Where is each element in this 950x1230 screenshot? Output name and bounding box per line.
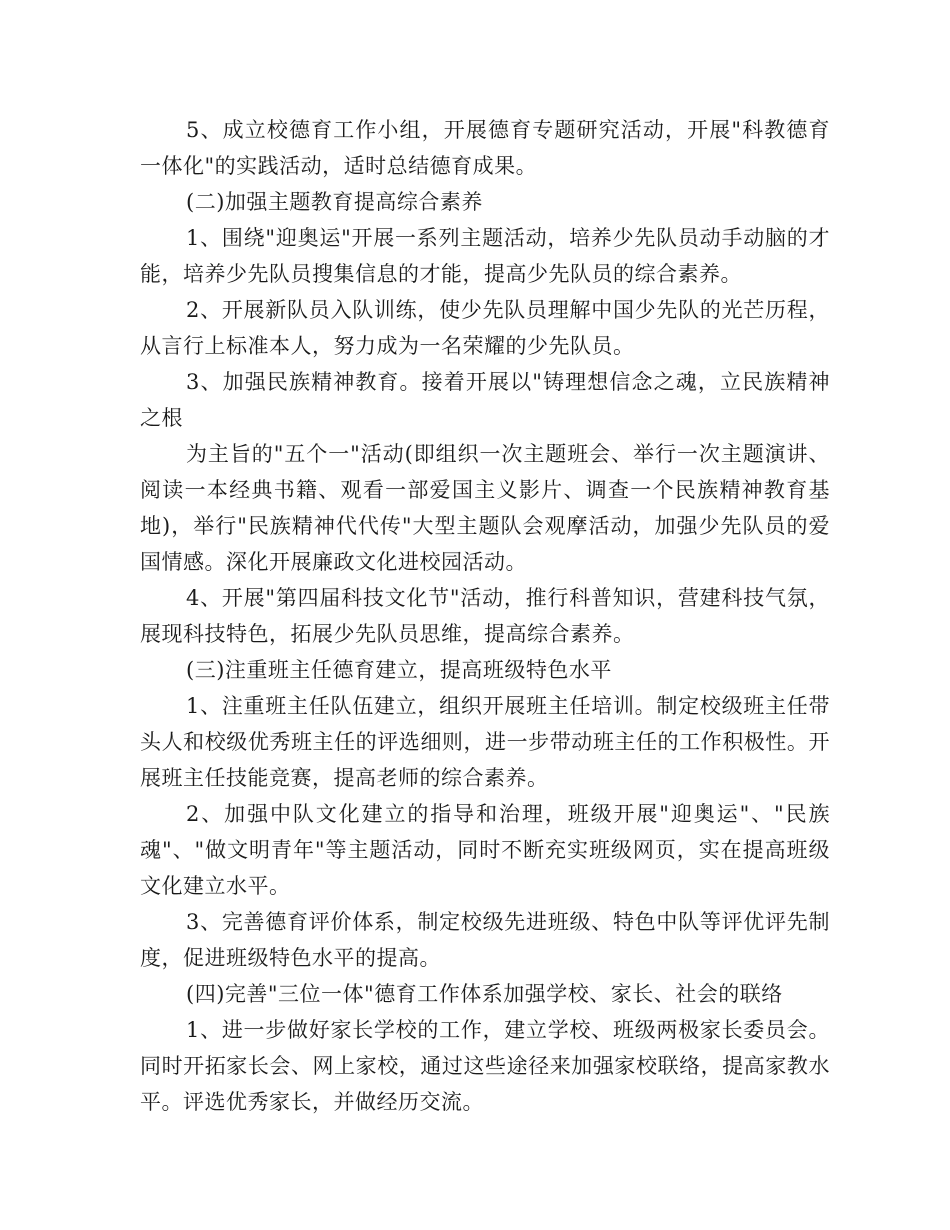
paragraph: 1、进一步做好家长学校的工作，建立学校、班级两极家长委员会。同时开拓家长会、网上家校，通过这些途径来加强家校联络，提高家教水平。评选优秀家长，并做经历交流。 <box>140 1018 830 1114</box>
paragraph: 4、开展"第四届科技文化节"活动，推行科普知识，营建科技气氛，展现科技特色，拓展少先队员思维，提高综合素养。 <box>140 586 830 646</box>
paragraph: 3、加强民族精神教育。接着开展以"铸理想信念之魂，立民族精神之根 <box>140 370 830 430</box>
section-heading: (三)注重班主任德育建立，提高班级特色水平 <box>186 658 612 682</box>
paragraph: 2、加强中队文化建立的指导和治理，班级开展"迎奥运"、"民族魂"、"做文明青年"等主题活动，同时不断充实班级网页，实在提高班级文化建立水平。 <box>140 802 830 898</box>
paragraph: 1、注重班主任队伍建立，组织开展班主任培训。制定校级班主任带头人和校级优秀班主任的评选细则，进一步带动班主任的工作积极性。开展班主任技能竞赛，提高老师的综合素养。 <box>140 694 830 790</box>
paragraph: 5、成立校德育工作小组，开展德育专题研究活动，开展"科教德育一体化"的实践活动，适时总结德育成果。 <box>140 118 830 178</box>
section-heading: (二)加强主题教育提高综合素养 <box>186 190 483 214</box>
document-body <box>140 112 830 1120</box>
paragraph: 3、完善德育评价体系，制定校级先进班级、特色中队等评优评先制度，促进班级特色水平的提高。 <box>140 910 830 970</box>
paragraph: 2、开展新队员入队训练，使少先队员理解中国少先队的光芒历程，从言行上标准本人，努力成为一名荣耀的少先队员。 <box>140 298 830 358</box>
paragraph: 1、围绕"迎奥运"开展一系列主题活动，培养少先队员动手动脑的才能，培养少先队员搜集信息的才能，提高少先队员的综合素养。 <box>140 226 830 286</box>
section-heading: (四)完善"三位一体"德育工作体系加强学校、家长、社会的联络 <box>186 982 783 1006</box>
paragraph: 为主旨的"五个一"活动(即组织一次主题班会、举行一次主题演讲、阅读一本经典书籍、观看一部爱国主义影片、调查一个民族精神教育基地)，举行"民族精神代代传"大型主题队会观摩活动，加强少先队员的爱国情感。深化开展廉政文化进校园活动。 <box>140 442 830 574</box>
